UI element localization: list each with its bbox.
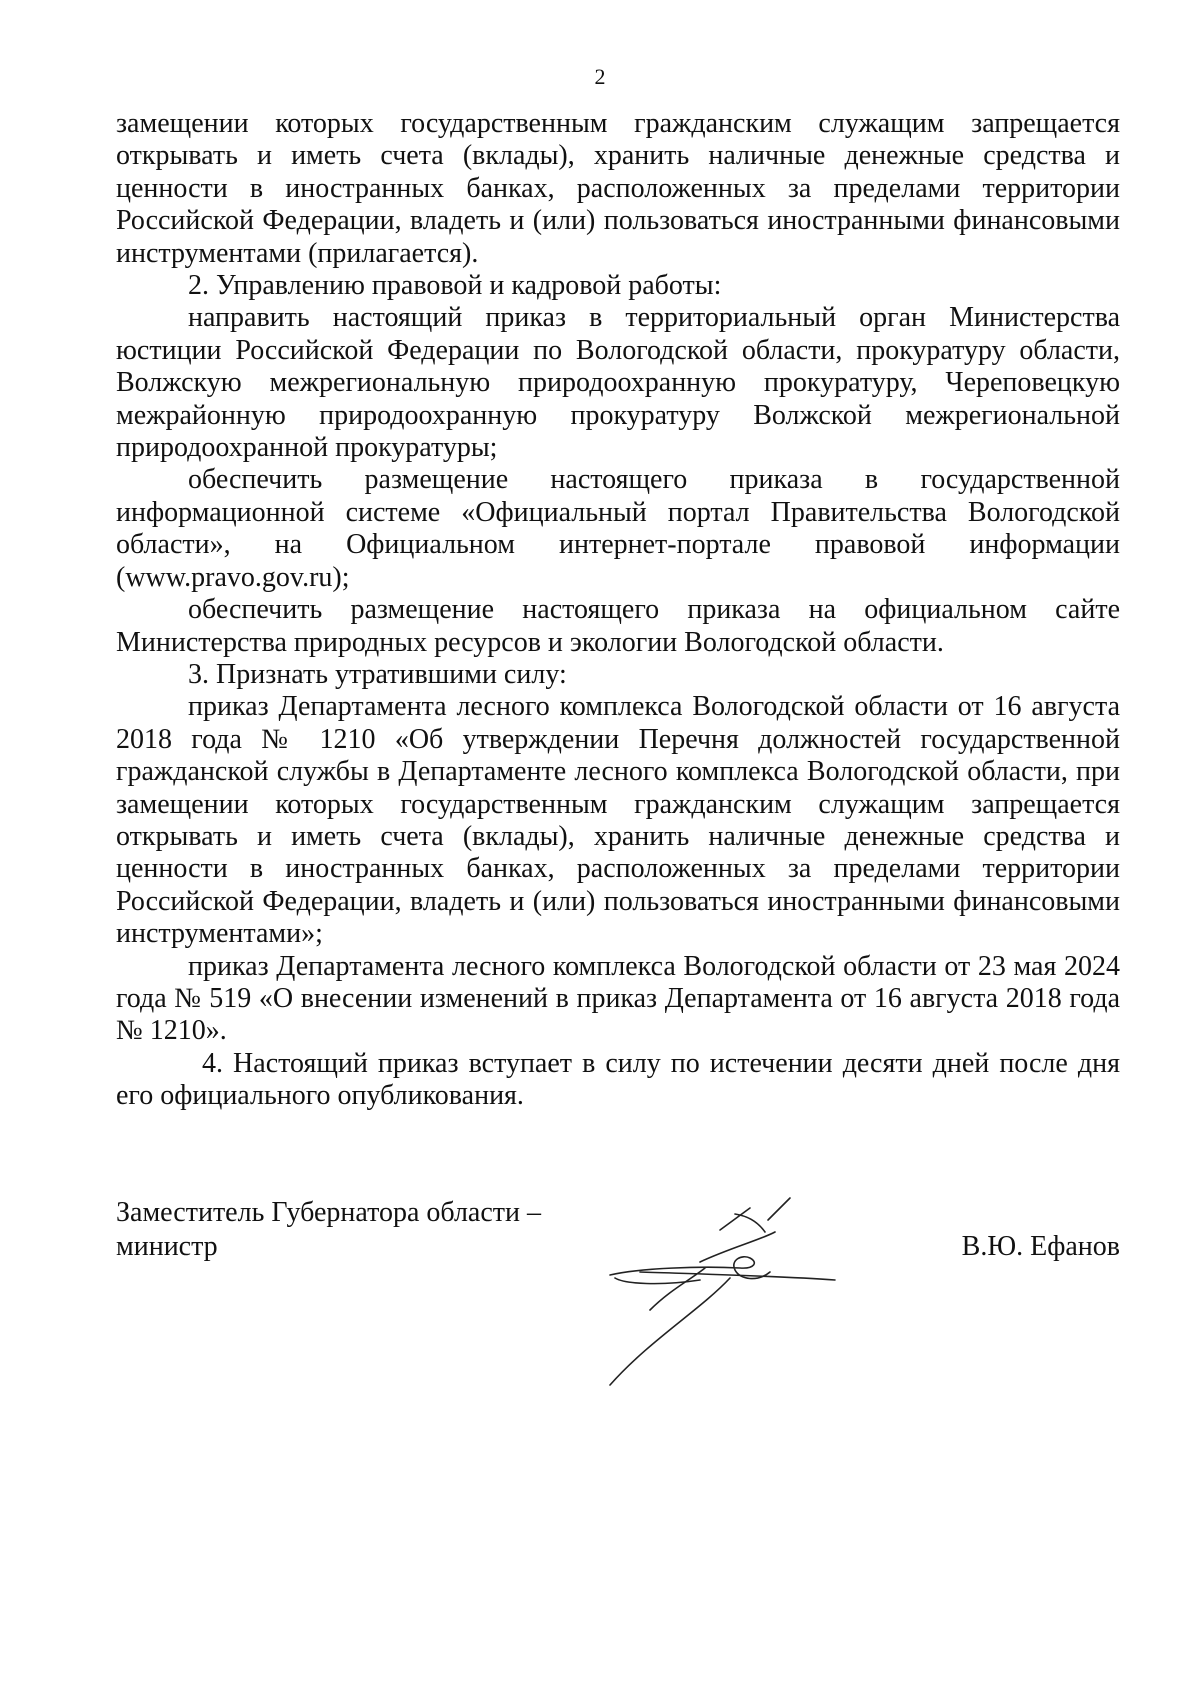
- handwritten-signature: [580, 1180, 920, 1390]
- paragraph-send-order: направить настоящий приказ в территориальный орган Министерства юстиции Российской Федерации по Вологодской области, прокуратуру области, Волжскую межрегиональную природоохранную прокуратуру, Череповецкую межрайонную природоохранную прокуратуру Волжской межрегиональной природоохранной прокуратуры;: [116, 302, 1120, 464]
- signatory-title-line1: Заместитель Губернатора области –: [116, 1197, 541, 1228]
- paragraph-item-3-heading: 3. Признать утратившими силу:: [188, 658, 567, 690]
- paragraph-publish-site: обеспечить размещение настоящего приказа на официальном сайте Министерства природных ресурсов и экологии Вологодской области.: [116, 594, 1120, 658]
- paragraph-item-4-effective: 4. Настоящий приказ вступает в силу по истечении десяти дней после дня его официального опубликования.: [116, 1047, 1120, 1112]
- paragraph-repeal-order-1210: приказ Департамента лесного комплекса Вологодской области от 16 августа 2018 года № 1210 «Об утверждении Перечня должностей государственной гражданской службы в Департаменте лесного комплекса Вологодской области, при замещении которых государственным гражданским служащим запрещается открывать и иметь счета (вклады), хранить наличные денежные средства и ценности в иностранных банках, расположенных за пределами территории Российской Федерации, владеть и (или) пользоваться иностранными финансовыми инструментами»;: [116, 691, 1120, 950]
- paragraph-repeal-order-519: приказ Департамента лесного комплекса Вологодской области от 23 мая 2024 года № 519 «О внесении изменений в приказ Департамента от 16 августа 2018 года № 1210».: [116, 950, 1120, 1047]
- paragraph-continuation: замещении которых государственным гражданским служащим запрещается открывать и иметь счета (вклады), хранить наличные денежные средства и ценности в иностранных банках, расположенных за пределами территории Российской Федерации, владеть и (или) пользоваться иностранными финансовыми инструментами (прилагается).: [116, 108, 1120, 269]
- signatory-name: В.Ю. Ефанов: [961, 1231, 1120, 1262]
- signatory-title-line2: министр: [116, 1231, 218, 1262]
- paragraph-item-2-heading: 2. Управлению правовой и кадровой работы:: [188, 270, 722, 302]
- paragraph-publish-portal: обеспечить размещение настоящего приказа в государственной информационной системе «Официальный портал Правительства Вологодской области», на Официальном интернет-портале правовой информации (www.pravo.gov.ru);: [116, 464, 1120, 593]
- page-number: 2: [594, 64, 606, 89]
- document-body: [116, 108, 1120, 1113]
